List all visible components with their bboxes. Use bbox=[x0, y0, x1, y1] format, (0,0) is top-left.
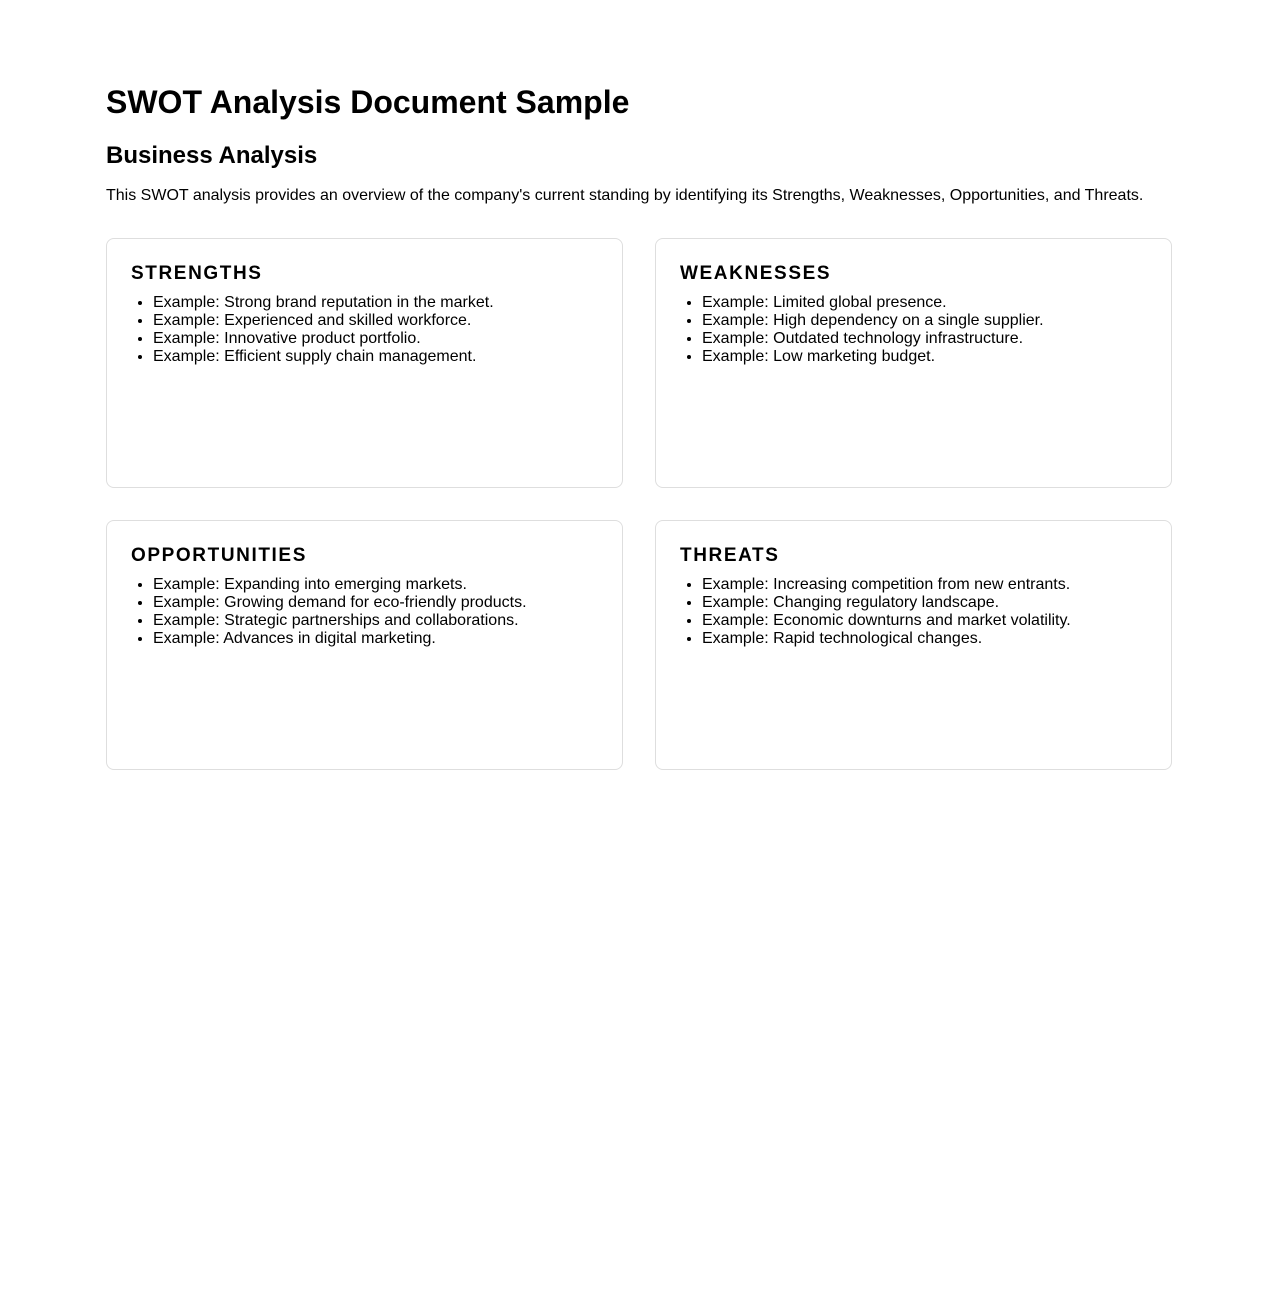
list-item: • Example: Rapid technological changes. bbox=[702, 630, 1147, 648]
list-item: • Example: Innovative product portfolio. bbox=[153, 330, 598, 348]
list-item: • Example: Experienced and skilled workforce. bbox=[153, 312, 598, 330]
list-item: • Example: Strategic partnerships and collaborations. bbox=[153, 612, 598, 630]
weaknesses-heading: WEAKNESSES bbox=[680, 263, 832, 284]
strengths-list bbox=[131, 294, 598, 366]
list-item: • Example: Growing demand for eco-friendly products. bbox=[153, 594, 598, 612]
list-item: • Example: Increasing competition from new entrants. bbox=[702, 576, 1147, 594]
list-item: • Example: Limited global presence. bbox=[702, 294, 1147, 312]
list-item: • Example: High dependency on a single supplier. bbox=[702, 312, 1147, 330]
list-item: • Example: Outdated technology infrastructure. bbox=[702, 330, 1147, 348]
document-title: SWOT Analysis Document Sample bbox=[106, 84, 630, 120]
opportunities-list bbox=[131, 576, 598, 648]
list-item: • Example: Advances in digital marketing. bbox=[153, 630, 598, 648]
intro-paragraph: This SWOT analysis provides an overview of the company's current standing by identifying its Strengths, Weaknesses, Opportunities, and Threats. bbox=[106, 187, 1144, 204]
threats-heading: THREATS bbox=[680, 545, 780, 566]
strengths-card bbox=[106, 238, 623, 488]
list-item: • Example: Low marketing budget. bbox=[702, 348, 1147, 366]
list-item: • Example: Economic downturns and market volatility. bbox=[702, 612, 1147, 630]
opportunities-card bbox=[106, 520, 623, 770]
opportunities-heading: OPPORTUNITIES bbox=[131, 545, 307, 566]
threats-card bbox=[655, 520, 1172, 770]
list-item: • Example: Expanding into emerging markets. bbox=[153, 576, 598, 594]
list-item: • Example: Strong brand reputation in the market. bbox=[153, 294, 598, 312]
list-item: • Example: Changing regulatory landscape. bbox=[702, 594, 1147, 612]
weaknesses-card bbox=[655, 238, 1172, 488]
swot-grid bbox=[106, 238, 1172, 770]
document-subtitle: Business Analysis bbox=[106, 142, 318, 169]
weaknesses-list bbox=[680, 294, 1147, 366]
threats-list bbox=[680, 576, 1147, 648]
strengths-heading: STRENGTHS bbox=[131, 263, 263, 284]
list-item: • Example: Efficient supply chain management. bbox=[153, 348, 598, 366]
